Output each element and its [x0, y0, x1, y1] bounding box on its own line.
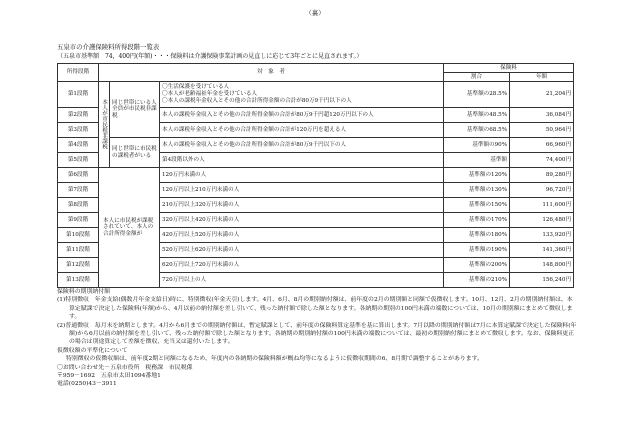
stage-cell: 第4段階	[58, 138, 99, 153]
annual-cell: 141,360円	[510, 243, 574, 258]
stage-cell: 第12段階	[58, 258, 99, 273]
notes-section	[57, 288, 577, 389]
notes-heading-payment: 保険料の期別納付額	[57, 289, 111, 295]
stage-cell: 第9段階	[58, 213, 99, 228]
group-label-same-exempt: 同じ世帯にいる人全員が市民税非課税	[110, 82, 160, 138]
contact-line: 〇お問い合わせ先－五泉市役所 税務課 市民税係	[57, 364, 193, 371]
ratio-cell: 基準額の190%	[444, 243, 510, 258]
target-cell: 本人の課税年金収入とその他の合計所得金額の合計が80万9千円以下の人	[160, 138, 444, 153]
ratio-cell: 基準額の68.5%	[444, 123, 510, 138]
stage-cell: 第2段階	[58, 108, 99, 123]
header-target: 対 象 者	[99, 64, 444, 82]
annual-cell: 36,084円	[510, 108, 574, 123]
target-cell: 210万円以上320万円未満の人	[160, 198, 444, 213]
stage-cell: 第1段階	[58, 82, 99, 108]
premium-table	[57, 63, 574, 288]
annual-cell: 89,280円	[510, 168, 574, 183]
annual-cell: 126,480円	[510, 213, 574, 228]
annual-cell: 66,960円	[510, 138, 574, 153]
ratio-cell: 基準額の180%	[444, 228, 510, 243]
condition-line: 〇生活保護を受けている人	[162, 84, 230, 91]
group-label-taxed: 本人に市民税が課税されていて、本人の合計所得金額が	[99, 168, 160, 288]
target-cell: 420万円以上520万円未満の人	[160, 228, 444, 243]
ratio-cell: 基準額の28.5%	[444, 82, 510, 108]
stage-cell: 第11段階	[58, 243, 99, 258]
group-label-same-taxed: 同じ世帯に市民税の課税者がいる	[110, 138, 160, 168]
annual-cell: 96,720円	[510, 183, 574, 198]
note-ordinary-collection: (2)普通徴収 毎月末を納期とします。4月から6月までの期別納付額は、暫定賦課として、前年度の保険料算定基準を基に算出します。7月以降の期別納付額は7月に本算定賦課で決定した保険料(年額)から6月以前の納付額を差し引いて、残った納付額で除した額となります。各納期の期別納付額の100円未満の端数については、最初の期別納付額にまとめて徴収します。なお、保険料更正の場合は別途算定して差額を徴収、充当又は還付いたします。	[57, 322, 577, 346]
table-header-row	[58, 64, 574, 73]
header-stage: 所得段階	[58, 64, 99, 82]
target-cell: 620万円以上720万円未満の人	[160, 258, 444, 273]
target-cell: 320万円以上420万円未満の人	[160, 213, 444, 228]
annual-cell: 111,600円	[510, 198, 574, 213]
address-line: 〒959－1692 五泉市太田1094番地1	[57, 373, 161, 380]
target-cell: 120万円以上210万円未満の人	[160, 183, 444, 198]
stage-cell: 第7段階	[58, 183, 99, 198]
annual-cell: 74,400円	[510, 153, 574, 168]
condition-line: 〇本人が老齢福祉年金を受けている人	[162, 91, 258, 97]
ratio-cell: 基準額	[444, 153, 510, 168]
ratio-cell: 基準額の130%	[444, 183, 510, 198]
condition-line: 〇本人の課税年金収入とその他の合計所得金額の合計が80万9千円以下の人	[162, 97, 352, 104]
stage-cell: 第13段階	[58, 273, 99, 288]
annual-cell: 133,920円	[510, 228, 574, 243]
ratio-cell: 基準額の48.5%	[444, 108, 510, 123]
ratio-cell: 基準額の200%	[444, 258, 510, 273]
target-cell: 本人の課税年金収入とその他の合計所得金額の合計が80万9千円超120万円以下の人	[160, 108, 444, 123]
stage-cell: 第8段階	[58, 198, 99, 213]
group-label-exempt: 本人が市民税非課税	[99, 82, 110, 168]
annual-cell: 50,964円	[510, 123, 574, 138]
page-side-label: （裏）	[305, 9, 325, 17]
stage-cell: 第10段階	[58, 228, 99, 243]
target-cell: 720万円以上の人	[160, 273, 444, 288]
document-title: 五泉市の介護保険料所得段階一覧表	[57, 43, 160, 51]
annual-cell: 156,240円	[510, 273, 574, 288]
stage-cell: 第3段階	[58, 123, 99, 138]
target-cell: 520万円以上620万円未満の人	[160, 243, 444, 258]
ratio-cell: 基準額の170%	[444, 213, 510, 228]
table-row	[58, 138, 574, 153]
target-cell: 120万円未満の人	[160, 168, 444, 183]
note-special-collection: (1)特別徴収 年金支給(偶数月年金支給日)時に、特別徴収(年金天引)します。4月、6月、8月の期別納付額は、前年度の2月の期別額と同額で仮徴収します。10月、12月、2月の期別納付額は、本算定賦課で決定した保険料(年額)から、4月以前の納付額を差し引いて、残った納付額で除した額となります。各納期の期別の100円未満の端数については、10月の期別額にまとめて徴収します。	[57, 297, 573, 321]
table-row	[58, 82, 574, 108]
document-subtitle: （五泉市基準額 74，400円(年額)・・・保険料は介護保険事業計画の見直しに応じて3年ごとに見直されます。）	[57, 53, 363, 60]
header-ratio: 割合	[444, 73, 510, 82]
target-cell: 本人の課税年金収入とその他の合計所得金額の合計が120万円を超える人	[160, 123, 444, 138]
header-premium: 保険料	[444, 64, 574, 73]
phone-line: 電話(0250)43－3911	[57, 381, 117, 388]
ratio-cell: 基準額の150%	[444, 198, 510, 213]
target-cell: 第4段階以外の人	[160, 153, 444, 168]
header-annual: 年額	[510, 73, 574, 82]
annual-cell: 21,204円	[510, 82, 574, 108]
annual-cell: 148,800円	[510, 258, 574, 273]
table-row	[58, 168, 574, 183]
ratio-cell: 基準額の90%	[444, 138, 510, 153]
ratio-cell: 基準額の120%	[444, 168, 510, 183]
ratio-cell: 基準額の210%	[444, 273, 510, 288]
notes-heading-leveling: 仮徴収額の平準化について	[57, 347, 128, 354]
note-leveling: 特別徴収の仮徴収額は、前年度2期と同額になるため、年度内の各納期の保険料額が概ね均等になるように仮徴収期間の6、8月期で調整することがあります。	[66, 356, 483, 363]
stage-cell: 第5段階	[58, 153, 99, 168]
stage-cell: 第6段階	[58, 168, 99, 183]
stage1-conditions	[160, 82, 444, 108]
